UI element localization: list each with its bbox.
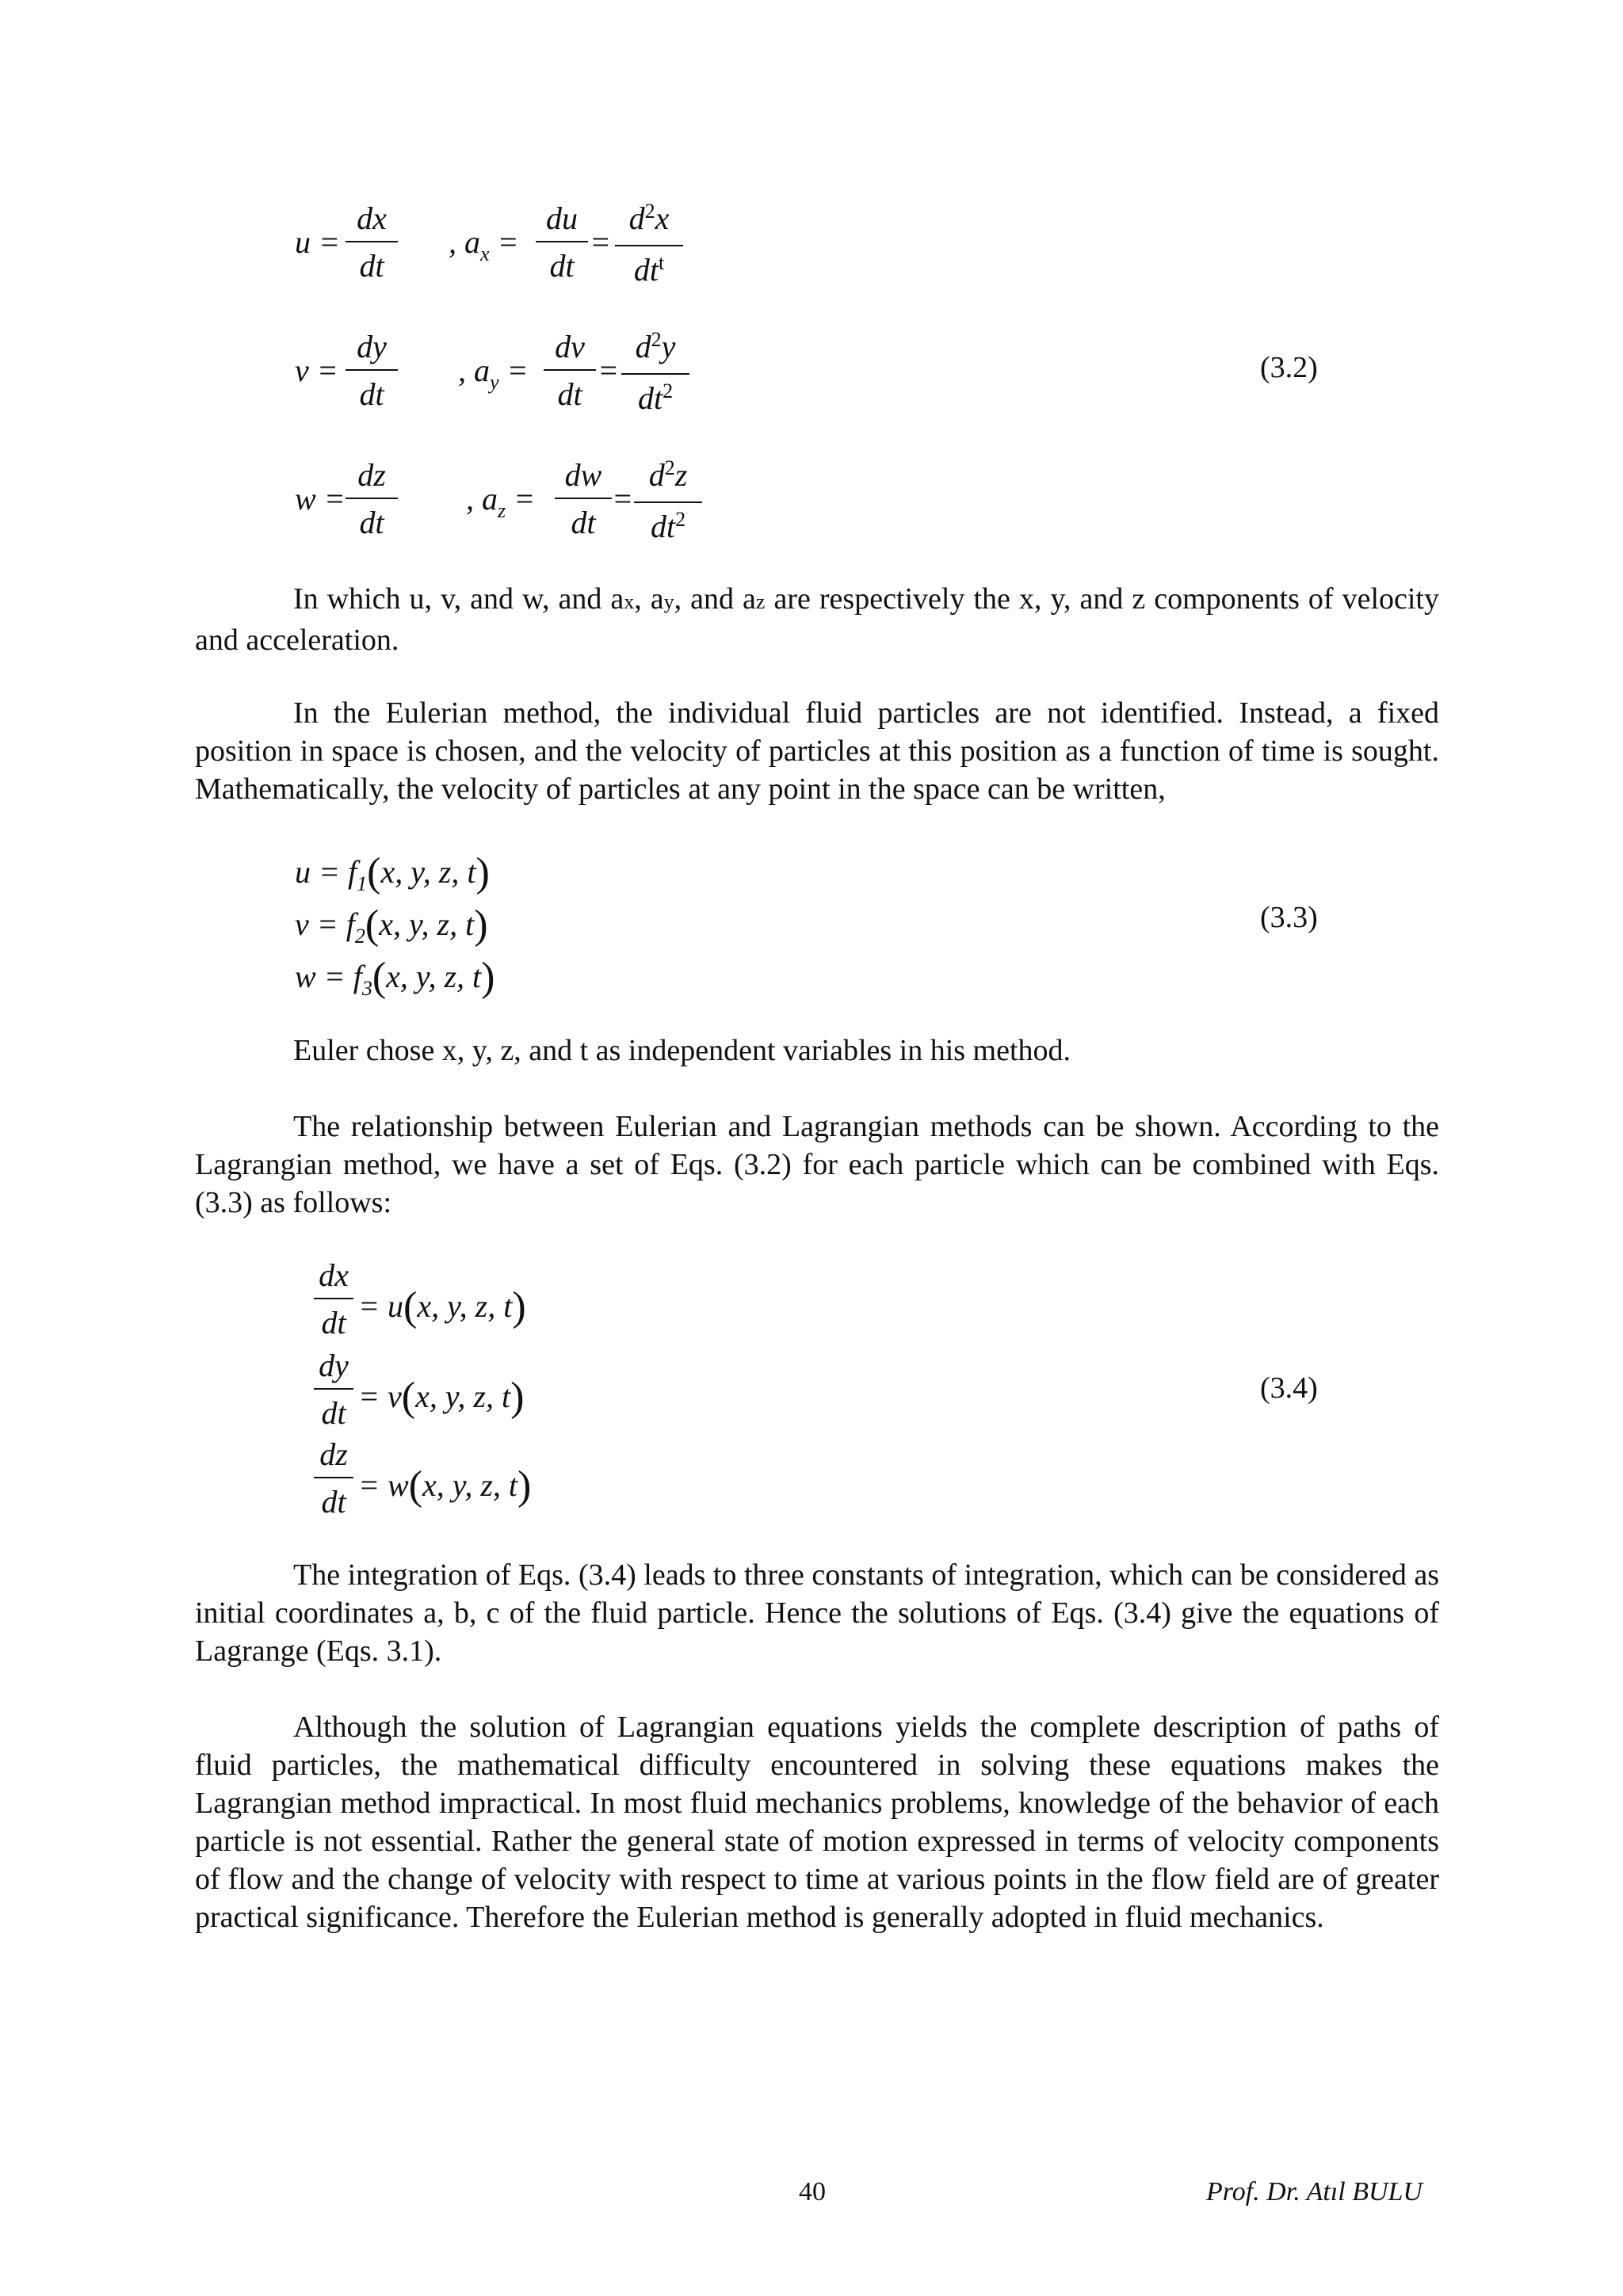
- eq-lhs-v: v =: [295, 353, 338, 388]
- author-name: Prof. Dr. Atıl BULU: [1206, 2177, 1423, 2206]
- eq-frac: $\frac{dx}{dt}$: [346, 196, 398, 290]
- eq-acc: , $a_y$ =: [458, 353, 529, 394]
- eq-row: = v(x, y, z, t): [358, 1375, 525, 1420]
- eq-lhs-w: w =: [295, 481, 346, 517]
- paragraph-conclusion: Although the solution of Lagrangian equations yields the complete description of paths of fluid particles, the mathematical difficulty encountered in solving these equations makes the Lagrangian method impractical. In most fluid mechanics problems, knowledge of the behavior of each particle is not essential. Rather the general state of motion expressed in terms of velocity components of flow and the change of velocity with respect to time at various points in the flow field are of greater practical significance. Therefore the Eulerian method is generally adopted in fluid mechanics.: [195, 1711, 1439, 1934]
- eq-frac: $\frac{dx}{dt}$: [314, 1253, 353, 1347]
- paragraph-eulerian-method: In the Eulerian method, the individual fluid particles are not identified. Instead, a fixed position in space is chosen, and the velocity of particles at this position as a function of time is sought. Mathematically, the velocity of particles at any point in the space can be written,: [195, 696, 1439, 806]
- paragraph-relationship: The relationship between Eulerian and Lagrangian methods can be shown. According to the Lagrangian method, we have a set of Eqs. (3.2) for each particle which can be combined with Eqs. (3.3) as follows:: [195, 1110, 1439, 1219]
- eq-frac: $\frac{du}{dt}$: [536, 196, 588, 290]
- eq-frac: $\frac{dw}{dt}$: [555, 453, 612, 547]
- equation-number: (3.4): [1260, 1371, 1318, 1405]
- eq-lhs-u: u =: [295, 224, 340, 260]
- page-number: 40: [799, 2177, 826, 2206]
- paragraph-components: In which u, v, and w, and ax, ay, and az are respectively the x, y, and z components of velocity and acceleration.: [195, 582, 1439, 657]
- eq-frac: $\frac{dy}{dt}$: [346, 325, 398, 418]
- eq-row: $u = f_1(x$, y, z, t): [295, 850, 490, 895]
- eq-frac: $\frac{dy}{dt}$: [314, 1344, 353, 1437]
- eq-row: = u(x, y, z, t): [358, 1284, 526, 1329]
- equation-number: (3.3): [1260, 901, 1318, 934]
- eq-frac: $d^2x$ $dt^t$: [615, 196, 683, 298]
- eq-row: = w(x, y, z, t): [358, 1463, 532, 1508]
- equation-number: (3.2): [1260, 351, 1318, 384]
- eq-row: $w = f_3(x$, y, z, t): [295, 955, 495, 1000]
- paragraph-integration: The integration of Eqs. (3.4) leads to three constants of integration, which can be considered as initial coordinates a, b, c of the fluid particle. Hence the solutions of Eqs. (3.4) give the equations of Lagrange (Eqs. 3.1).: [195, 1558, 1439, 1668]
- eq-row: $v = f_2(x$, y, z, t): [295, 902, 488, 948]
- eq-frac: $\frac{dz}{dt}$: [346, 453, 398, 547]
- eq-frac: $\frac{dz}{dt}$: [314, 1432, 353, 1526]
- eq-acc: , $a_z$ =: [466, 481, 536, 522]
- eq-frac: $\frac{d^2z}{dt^2}$: [634, 453, 702, 555]
- eq-frac: $\frac{dv}{dt}$: [544, 325, 596, 418]
- eq-frac: $\frac{d^2y}{dt^2}$: [621, 325, 689, 426]
- paragraph-euler-variables: Euler chose x, y, z, and t as independent variables in his method.: [293, 1034, 1071, 1067]
- eq-acc: , $a_x$ =: [449, 224, 519, 265]
